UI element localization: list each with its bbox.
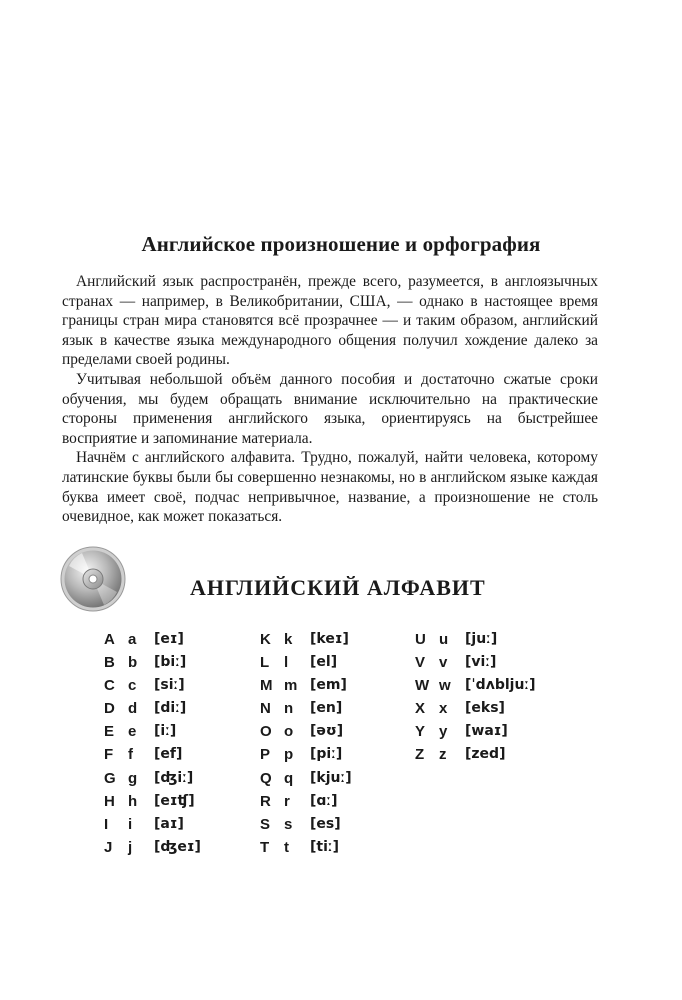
alphabet-row xyxy=(260,720,352,743)
letter-upper: P xyxy=(260,746,271,764)
alphabet-row xyxy=(104,836,201,859)
letter-lower: h xyxy=(128,792,138,810)
letter-transcription: [biː] xyxy=(154,654,187,671)
letter-transcription: [siː] xyxy=(154,677,185,694)
letter-lower: l xyxy=(284,654,289,672)
letter-transcription: [tiː] xyxy=(310,838,340,855)
paragraph: Учитывая небольшой объём данного пособия и достаточно сжатые сроки обучения, мы будем обращать внимание исключительно на практические стороны применения английского языка, ориентируясь на быстрейшее восприятие и запоминание материала. xyxy=(62,370,598,447)
alphabet-row xyxy=(415,674,536,697)
letter-transcription: [zed] xyxy=(465,746,506,763)
letter-lower: r xyxy=(284,792,290,810)
letter-upper: O xyxy=(260,723,272,741)
letter-transcription: [keɪ] xyxy=(310,631,349,647)
letter-upper: Q xyxy=(260,769,272,787)
alphabet-column-3 xyxy=(415,628,536,767)
letter-transcription: [viː] xyxy=(465,654,497,671)
alphabet-row xyxy=(260,628,352,651)
alphabet-row xyxy=(415,651,536,674)
letter-lower: t xyxy=(284,838,289,856)
letter-lower: u xyxy=(439,631,449,648)
letter-transcription: [aɪ] xyxy=(154,815,184,832)
paragraph: Начнём с английского алфавита. Трудно, пожалуй, найти человека, которому латинские буквы были бы совершенно незнакомы, но в английском языке каждая буква имеет своё, подчас непривычное, название, а произношение не столь очевидное, как может показаться. xyxy=(62,449,598,526)
letter-transcription: [es] xyxy=(310,815,341,832)
letter-lower: w xyxy=(439,677,451,695)
letter-upper: L xyxy=(260,654,270,672)
letter-lower: d xyxy=(128,700,138,718)
alphabet-row xyxy=(415,697,536,720)
alphabet-row xyxy=(415,720,536,743)
alphabet-row xyxy=(104,651,201,674)
alphabet-row xyxy=(260,836,352,859)
alphabet-column-2 xyxy=(260,628,352,859)
letter-lower: n xyxy=(284,700,294,718)
cd-disc-icon xyxy=(60,546,126,612)
alphabet-row xyxy=(104,813,201,836)
letter-upper: Z xyxy=(415,746,425,764)
alphabet-row xyxy=(415,628,536,651)
letter-upper: G xyxy=(104,769,116,787)
alphabet-row xyxy=(104,790,201,813)
letter-lower: c xyxy=(128,677,137,695)
letter-transcription: [en] xyxy=(310,700,343,717)
letter-transcription: [waɪ] xyxy=(465,723,508,740)
letter-lower: e xyxy=(128,723,137,741)
letter-upper: V xyxy=(415,654,426,672)
letter-lower: a xyxy=(128,631,137,648)
letter-transcription: [ˈdʌbljuː] xyxy=(465,677,536,694)
letter-upper: D xyxy=(104,700,115,718)
letter-upper: C xyxy=(104,677,115,695)
letter-lower: p xyxy=(284,746,294,764)
letter-upper: W xyxy=(415,677,430,695)
letter-transcription: [juː] xyxy=(465,631,498,647)
letter-transcription: [kjuː] xyxy=(310,769,352,786)
intro-text xyxy=(62,272,598,527)
letter-upper: U xyxy=(415,631,426,648)
letter-lower: q xyxy=(284,769,294,787)
letter-lower: s xyxy=(284,815,293,833)
alphabet-row xyxy=(104,674,201,697)
letter-transcription: [eks] xyxy=(465,700,505,717)
letter-upper: N xyxy=(260,700,271,718)
letter-upper: J xyxy=(104,838,113,856)
alphabet-row xyxy=(260,674,352,697)
alphabet-row xyxy=(415,743,536,766)
letter-upper: F xyxy=(104,746,114,764)
letter-upper: E xyxy=(104,723,115,741)
letter-lower: j xyxy=(128,838,133,856)
letter-lower: o xyxy=(284,723,294,741)
letter-upper: M xyxy=(260,677,273,695)
alphabet-row xyxy=(260,651,352,674)
letter-lower: m xyxy=(284,677,298,695)
alphabet-row xyxy=(104,767,201,790)
letter-lower: k xyxy=(284,631,293,648)
letter-transcription: [em] xyxy=(310,677,347,694)
letter-transcription: [eɪʧ] xyxy=(154,792,195,809)
letter-transcription: [piː] xyxy=(310,746,343,763)
letter-transcription: [ef] xyxy=(154,746,183,763)
letter-upper: B xyxy=(104,654,115,672)
alphabet-row xyxy=(104,743,201,766)
paragraph: Английский язык распространён, прежде всего, разумеется, в англоязычных странах — например, в Великобритании, США, — однако в настоящее время границы стран мира становятся всё прозрачнее — и таким образом, английский язык в качестве языка международного общения получил хождение далеко за пределами своей родины. xyxy=(62,273,598,369)
letter-transcription: [ʤiː] xyxy=(154,769,194,786)
letter-transcription: [ʤeɪ] xyxy=(154,838,201,855)
alphabet-row xyxy=(260,697,352,720)
alphabet-row xyxy=(104,697,201,720)
letter-upper: K xyxy=(260,631,271,648)
letter-upper: X xyxy=(415,700,426,718)
letter-upper: A xyxy=(104,631,115,648)
letter-lower: v xyxy=(439,654,448,672)
letter-transcription: [el] xyxy=(310,654,338,671)
letter-upper: Y xyxy=(415,723,426,741)
letter-lower: i xyxy=(128,815,133,833)
letter-lower: y xyxy=(439,723,448,741)
alphabet-row xyxy=(104,720,201,743)
letter-transcription: [ɑː] xyxy=(310,792,338,809)
letter-upper: T xyxy=(260,838,270,856)
alphabet-row xyxy=(260,767,352,790)
letter-lower: g xyxy=(128,769,138,787)
alphabet-row xyxy=(260,790,352,813)
letter-upper: I xyxy=(104,815,109,833)
letter-upper: S xyxy=(260,815,271,833)
alphabet-row xyxy=(260,813,352,836)
alphabet-row xyxy=(260,743,352,766)
letter-upper: H xyxy=(104,792,115,810)
letter-lower: z xyxy=(439,746,447,764)
letter-lower: x xyxy=(439,700,448,718)
letter-transcription: [iː] xyxy=(154,723,177,740)
letter-lower: f xyxy=(128,746,133,764)
section-heading: АНГЛИЙСКИЙ АЛФАВИТ xyxy=(190,575,486,600)
alphabet-column-1 xyxy=(104,628,201,859)
alphabet-row xyxy=(104,628,201,651)
letter-lower: b xyxy=(128,654,138,672)
letter-upper: R xyxy=(260,792,271,810)
letter-transcription: [əʊ] xyxy=(310,723,344,740)
letter-transcription: [eɪ] xyxy=(154,631,184,647)
page-title: Английское произношение и орфография xyxy=(141,232,541,256)
letter-transcription: [diː] xyxy=(154,700,187,717)
